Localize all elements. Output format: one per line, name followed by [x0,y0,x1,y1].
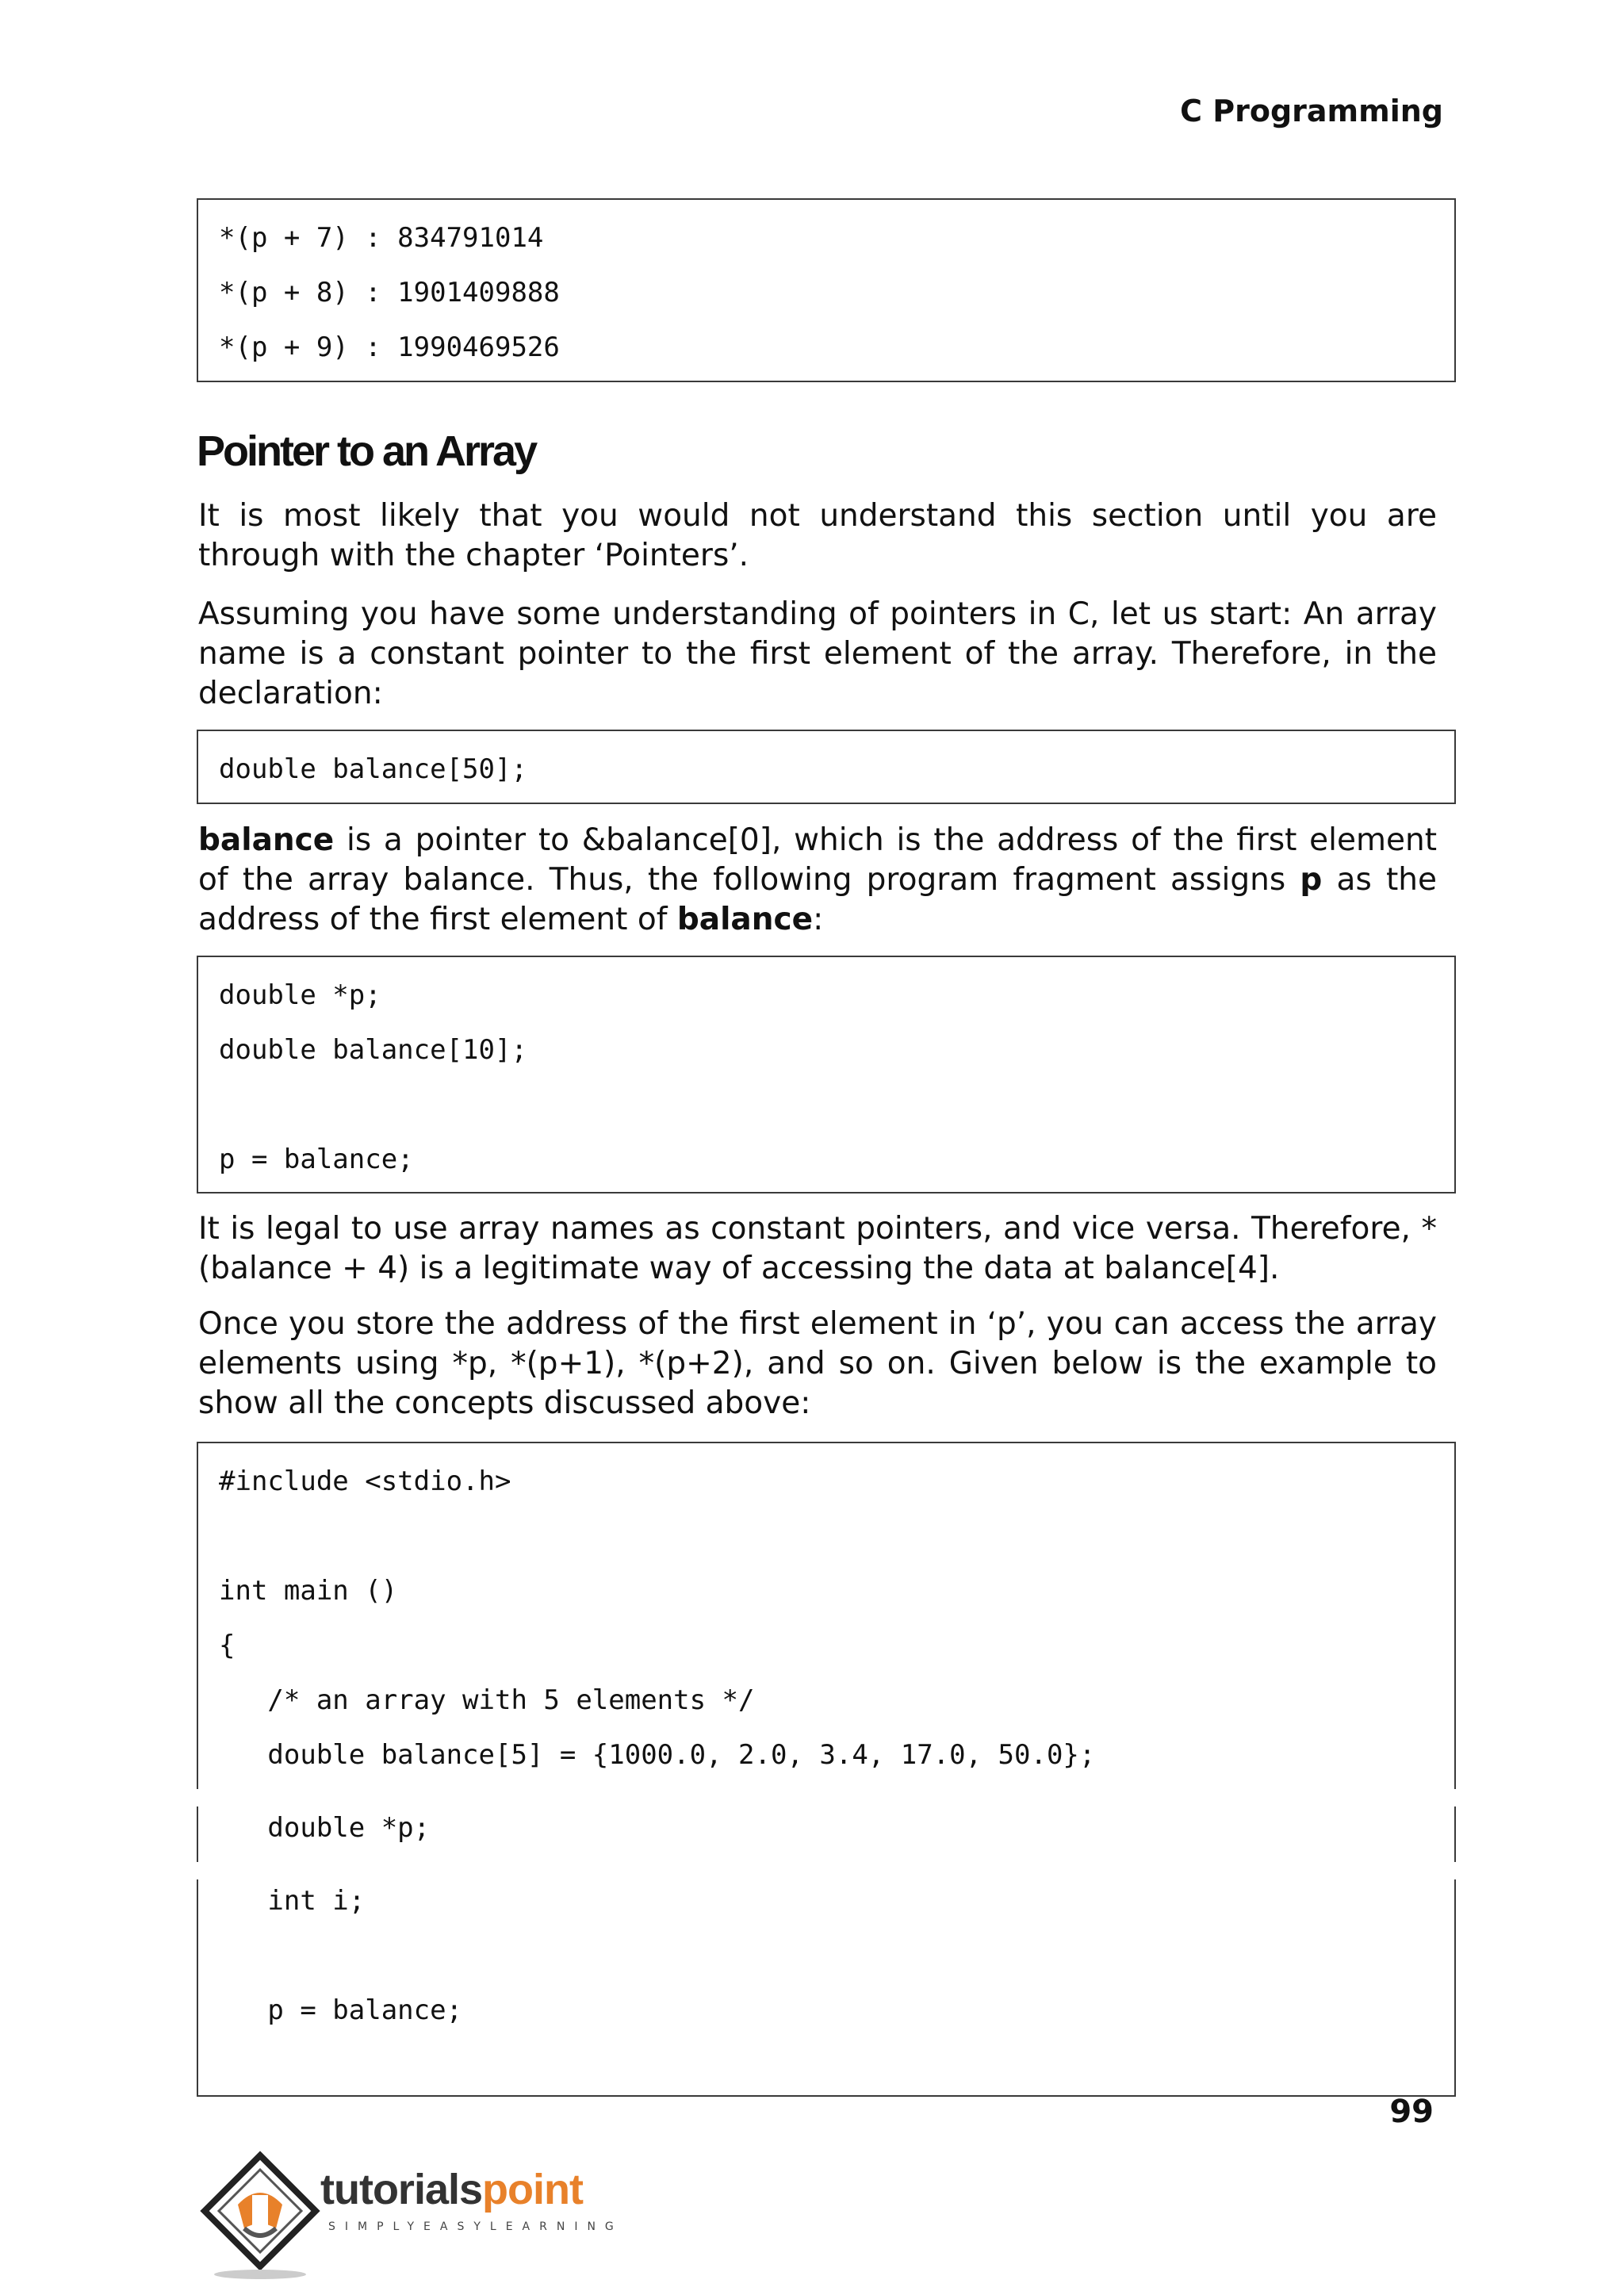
border-gap [1451,1862,1459,1879]
paragraph-text: is a pointer to &balance[0], which is the address of the first element of the array balance. Thus, the following program fragment assigns [198,822,1437,898]
border-gap [193,1789,201,1806]
bold-term-p: p [1300,862,1323,898]
code-line [219,1929,1434,1983]
logo-diamond-icon [197,2149,324,2284]
code-line: double balance[5] = {1000.0, 2.0, 3.4, 17.0, 50.0}; [219,1739,1096,1771]
code-line: int main () [219,1575,398,1607]
code-line: /* an array with 5 elements */ [219,1684,755,1716]
code-line: p = balance; [219,1144,414,1175]
fragment-code-block [197,956,1456,1193]
border-gap [193,1862,201,1879]
bold-term-balance: balance [676,902,814,937]
paragraph-assumption: Assuming you have some understanding of pointers in C, let us start: An array name is a constant pointer to the first element of the array. Therefore, in the declaration: [198,596,1437,711]
code-line: #include <stdio.h> [219,1466,511,1497]
code-line: *(p + 9) : 1990469526 [219,331,560,363]
logo-word-tutorials: tutorials [320,2166,483,2213]
code-line: { [219,1630,236,1661]
paragraph-text: as the address of the first element of [198,862,1437,937]
paragraph-legal-use: It is legal to use array names as constant pointers, and vice versa. Therefore, *(balance + 4) is a legitimate way of accessing the data at balance[4]. [198,1211,1437,1286]
page-header-title: C Programming [1180,94,1443,128]
code-line: int i; [219,1885,366,1917]
output-code-block [197,198,1456,382]
paragraph-access-elements: Once you store the address of the first element in ‘p’, you can access the array elements using *p, *(p+1), *(p+2), and so on. Given below is the example to show all the concepts discussed above: [198,1306,1437,1421]
code-line: double *p; [219,979,381,1011]
logo-wordmark [320,2165,583,2214]
logo-tagline: SIMPLYEASYLEARNING [328,2220,623,2233]
tutorialspoint-logo [197,2149,641,2284]
example-code-block [197,1442,1456,2097]
code-line [219,2038,1434,2093]
bold-term-balance: balance [198,822,335,858]
declaration-code-block [197,730,1456,804]
code-line: *(p + 7) : 834791014 [219,222,544,254]
code-line [219,1509,1434,1564]
page-number: 99 [1389,2094,1434,2130]
paragraph-intro: It is most likely that you would not understand this section until you are through with the chapter ‘Pointers’. [198,498,1437,573]
code-line: double balance[10]; [219,1034,527,1066]
code-line: *(p + 8) : 1901409888 [219,277,560,308]
paragraph-balance-pointer [198,821,1437,940]
code-line: p = balance; [219,1994,463,2026]
logo-word-point: point [482,2166,583,2213]
code-line: double *p; [219,1812,431,1844]
code-line: double balance[50]; [219,753,527,785]
section-heading: Pointer to an Array [197,427,536,475]
border-gap [1451,1789,1459,1806]
code-line [219,1078,1434,1132]
paragraph-text: : [813,902,824,937]
